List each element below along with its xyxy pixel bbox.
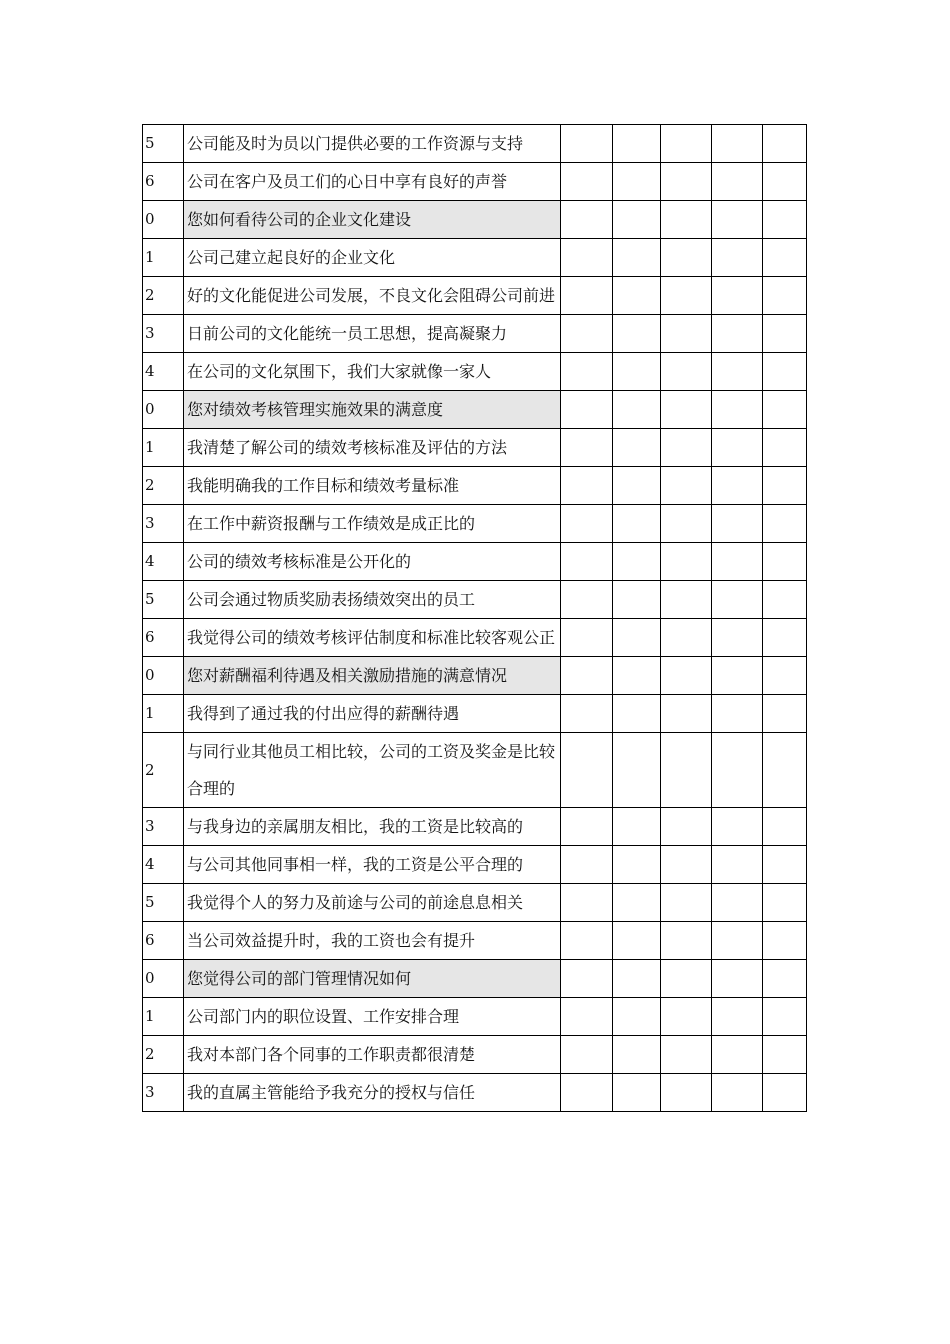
row-number: 5 xyxy=(143,884,184,922)
row-number: 2 xyxy=(143,467,184,505)
rating-cell-5[interactable] xyxy=(763,543,807,581)
rating-cell-3[interactable] xyxy=(661,467,712,505)
rating-cell-5[interactable] xyxy=(763,846,807,884)
rating-cell-3[interactable] xyxy=(661,733,712,808)
rating-cell-4[interactable] xyxy=(712,581,763,619)
rating-cell-1[interactable] xyxy=(561,163,613,201)
question-text: 公司的绩效考核标准是公开化的 xyxy=(184,543,561,581)
row-number: 3 xyxy=(143,505,184,543)
question-row xyxy=(143,1036,807,1074)
rating-cell-5[interactable] xyxy=(763,467,807,505)
rating-cell-4[interactable] xyxy=(712,733,763,808)
question-text: 我觉得公司的绩效考核评估制度和标准比较客观公正 xyxy=(184,619,561,657)
rating-cell-2[interactable] xyxy=(613,201,661,239)
question-text: 在工作中薪资报酬与工作绩效是成正比的 xyxy=(184,505,561,543)
rating-cell-4[interactable] xyxy=(712,125,763,163)
question-row xyxy=(143,277,807,315)
rating-cell-3[interactable] xyxy=(661,1036,712,1074)
rating-cell-3[interactable] xyxy=(661,1074,712,1112)
row-number: 1 xyxy=(143,695,184,733)
question-text: 与公司其他同事相一样，我的工资是公平合理的 xyxy=(184,846,561,884)
rating-cell-5[interactable] xyxy=(763,998,807,1036)
rating-cell-3[interactable] xyxy=(661,657,712,695)
rating-cell-2[interactable] xyxy=(613,163,661,201)
rating-cell-2[interactable] xyxy=(613,277,661,315)
rating-cell-3[interactable] xyxy=(661,277,712,315)
rating-cell-1[interactable] xyxy=(561,391,613,429)
rating-cell-5[interactable] xyxy=(763,239,807,277)
rating-cell-5[interactable] xyxy=(763,315,807,353)
rating-cell-3[interactable] xyxy=(661,391,712,429)
question-text: 我能明确我的工作目标和绩效考量标准 xyxy=(184,467,561,505)
rating-cell-2[interactable] xyxy=(613,505,661,543)
survey-table xyxy=(142,124,807,1112)
rating-cell-3[interactable] xyxy=(661,315,712,353)
rating-cell-5[interactable] xyxy=(763,201,807,239)
row-number: 0 xyxy=(143,201,184,239)
question-row xyxy=(143,543,807,581)
rating-cell-2[interactable] xyxy=(613,391,661,429)
rating-cell-5[interactable] xyxy=(763,733,807,808)
rating-cell-2[interactable] xyxy=(613,733,661,808)
rating-cell-2[interactable] xyxy=(613,695,661,733)
rating-cell-3[interactable] xyxy=(661,619,712,657)
rating-cell-5[interactable] xyxy=(763,619,807,657)
rating-cell-1[interactable] xyxy=(561,429,613,467)
rating-cell-1[interactable] xyxy=(561,201,613,239)
question-row xyxy=(143,315,807,353)
rating-cell-4[interactable] xyxy=(712,505,763,543)
row-number: 5 xyxy=(143,581,184,619)
rating-cell-5[interactable] xyxy=(763,505,807,543)
rating-cell-4[interactable] xyxy=(712,846,763,884)
rating-cell-4[interactable] xyxy=(712,998,763,1036)
rating-cell-1[interactable] xyxy=(561,998,613,1036)
question-text: 与我身边的亲属朋友相比，我的工资是比较高的 xyxy=(184,808,561,846)
section-title: 您对薪酬福利待遇及相关激励措施的满意情况 xyxy=(184,657,561,695)
section-header-row xyxy=(143,201,807,239)
rating-cell-4[interactable] xyxy=(712,353,763,391)
rating-cell-2[interactable] xyxy=(613,315,661,353)
rating-cell-4[interactable] xyxy=(712,239,763,277)
row-number: 1 xyxy=(143,998,184,1036)
rating-cell-4[interactable] xyxy=(712,884,763,922)
question-row xyxy=(143,429,807,467)
question-text: 日前公司的文化能统一员工思想，提高凝聚力 xyxy=(184,315,561,353)
row-number: 1 xyxy=(143,239,184,277)
question-text: 与同行业其他员工相比较，公司的工资及奖金是比较合理的 xyxy=(184,733,561,808)
rating-cell-3[interactable] xyxy=(661,581,712,619)
rating-cell-1[interactable] xyxy=(561,960,613,998)
rating-cell-2[interactable] xyxy=(613,657,661,695)
question-text: 当公司效益提升时，我的工资也会有提升 xyxy=(184,922,561,960)
rating-cell-3[interactable] xyxy=(661,163,712,201)
question-row xyxy=(143,884,807,922)
rating-cell-1[interactable] xyxy=(561,277,613,315)
rating-cell-3[interactable] xyxy=(661,429,712,467)
question-row xyxy=(143,922,807,960)
rating-cell-5[interactable] xyxy=(763,1036,807,1074)
question-row xyxy=(143,505,807,543)
row-number: 0 xyxy=(143,391,184,429)
row-number: 0 xyxy=(143,960,184,998)
rating-cell-1[interactable] xyxy=(561,884,613,922)
rating-cell-4[interactable] xyxy=(712,1074,763,1112)
question-text: 在公司的文化氛围下，我们大家就像一家人 xyxy=(184,353,561,391)
rating-cell-4[interactable] xyxy=(712,1036,763,1074)
question-text: 公司部门内的职位设置、工作安排合理 xyxy=(184,998,561,1036)
row-number: 2 xyxy=(143,1036,184,1074)
row-number: 3 xyxy=(143,808,184,846)
question-row xyxy=(143,581,807,619)
rating-cell-4[interactable] xyxy=(712,201,763,239)
rating-cell-4[interactable] xyxy=(712,163,763,201)
row-number: 4 xyxy=(143,353,184,391)
row-number: 2 xyxy=(143,277,184,315)
row-number: 6 xyxy=(143,619,184,657)
rating-cell-4[interactable] xyxy=(712,960,763,998)
rating-cell-2[interactable] xyxy=(613,998,661,1036)
row-number: 6 xyxy=(143,163,184,201)
rating-cell-2[interactable] xyxy=(613,429,661,467)
rating-cell-2[interactable] xyxy=(613,581,661,619)
question-row xyxy=(143,467,807,505)
rating-cell-2[interactable] xyxy=(613,1036,661,1074)
rating-cell-3[interactable] xyxy=(661,543,712,581)
rating-cell-3[interactable] xyxy=(661,846,712,884)
rating-cell-1[interactable] xyxy=(561,239,613,277)
rating-cell-1[interactable] xyxy=(561,695,613,733)
rating-cell-4[interactable] xyxy=(712,429,763,467)
question-text: 公司己建立起良好的企业文化 xyxy=(184,239,561,277)
rating-cell-1[interactable] xyxy=(561,733,613,808)
rating-cell-5[interactable] xyxy=(763,884,807,922)
row-number: 4 xyxy=(143,543,184,581)
rating-cell-4[interactable] xyxy=(712,619,763,657)
rating-cell-5[interactable] xyxy=(763,922,807,960)
rating-cell-4[interactable] xyxy=(712,922,763,960)
rating-cell-3[interactable] xyxy=(661,884,712,922)
rating-cell-1[interactable] xyxy=(561,846,613,884)
rating-cell-5[interactable] xyxy=(763,808,807,846)
rating-cell-3[interactable] xyxy=(661,125,712,163)
rating-cell-1[interactable] xyxy=(561,505,613,543)
rating-cell-5[interactable] xyxy=(763,353,807,391)
question-text: 我觉得个人的努力及前途与公司的前途息息相关 xyxy=(184,884,561,922)
rating-cell-4[interactable] xyxy=(712,808,763,846)
rating-cell-1[interactable] xyxy=(561,353,613,391)
rating-cell-5[interactable] xyxy=(763,657,807,695)
question-row xyxy=(143,239,807,277)
section-header-row xyxy=(143,391,807,429)
rating-cell-5[interactable] xyxy=(763,277,807,315)
question-text: 好的文化能促进公司发展，不良文化会阻碍公司前进 xyxy=(184,277,561,315)
rating-cell-5[interactable] xyxy=(763,581,807,619)
rating-cell-5[interactable] xyxy=(763,960,807,998)
rating-cell-4[interactable] xyxy=(712,695,763,733)
rating-cell-3[interactable] xyxy=(661,353,712,391)
rating-cell-1[interactable] xyxy=(561,315,613,353)
rating-cell-2[interactable] xyxy=(613,239,661,277)
rating-cell-2[interactable] xyxy=(613,884,661,922)
rating-cell-1[interactable] xyxy=(561,581,613,619)
rating-cell-5[interactable] xyxy=(763,1074,807,1112)
rating-cell-2[interactable] xyxy=(613,467,661,505)
rating-cell-4[interactable] xyxy=(712,391,763,429)
rating-cell-1[interactable] xyxy=(561,467,613,505)
rating-cell-4[interactable] xyxy=(712,657,763,695)
row-number: 3 xyxy=(143,315,184,353)
row-number: 5 xyxy=(143,125,184,163)
rating-cell-2[interactable] xyxy=(613,543,661,581)
rating-cell-1[interactable] xyxy=(561,1074,613,1112)
rating-cell-5[interactable] xyxy=(763,391,807,429)
rating-cell-3[interactable] xyxy=(661,239,712,277)
rating-cell-3[interactable] xyxy=(661,960,712,998)
rating-cell-5[interactable] xyxy=(763,429,807,467)
rating-cell-2[interactable] xyxy=(613,353,661,391)
rating-cell-4[interactable] xyxy=(712,277,763,315)
row-number: 0 xyxy=(143,657,184,695)
question-row xyxy=(143,125,807,163)
section-title: 您对绩效考核管理实施效果的满意度 xyxy=(184,391,561,429)
question-row xyxy=(143,808,807,846)
question-row xyxy=(143,695,807,733)
section-title: 您觉得公司的部门管理情况如何 xyxy=(184,960,561,998)
rating-cell-2[interactable] xyxy=(613,960,661,998)
rating-cell-1[interactable] xyxy=(561,808,613,846)
rating-cell-3[interactable] xyxy=(661,808,712,846)
rating-cell-4[interactable] xyxy=(712,315,763,353)
rating-cell-2[interactable] xyxy=(613,125,661,163)
rating-cell-3[interactable] xyxy=(661,998,712,1036)
survey-body xyxy=(143,125,807,1112)
rating-cell-3[interactable] xyxy=(661,695,712,733)
rating-cell-1[interactable] xyxy=(561,125,613,163)
rating-cell-2[interactable] xyxy=(613,619,661,657)
row-number: 6 xyxy=(143,922,184,960)
question-text: 我的直属主管能给予我充分的授权与信任 xyxy=(184,1074,561,1112)
rating-cell-3[interactable] xyxy=(661,922,712,960)
rating-cell-1[interactable] xyxy=(561,619,613,657)
question-row xyxy=(143,1074,807,1112)
rating-cell-2[interactable] xyxy=(613,1074,661,1112)
question-row xyxy=(143,163,807,201)
rating-cell-2[interactable] xyxy=(613,922,661,960)
row-number: 1 xyxy=(143,429,184,467)
question-text: 我对本部门各个同事的工作职责都很清楚 xyxy=(184,1036,561,1074)
rating-cell-2[interactable] xyxy=(613,846,661,884)
question-row xyxy=(143,733,807,808)
rating-cell-4[interactable] xyxy=(712,543,763,581)
question-row xyxy=(143,846,807,884)
rating-cell-5[interactable] xyxy=(763,695,807,733)
rating-cell-3[interactable] xyxy=(661,201,712,239)
question-text: 我清楚了解公司的绩效考核标准及评估的方法 xyxy=(184,429,561,467)
row-number: 2 xyxy=(143,733,184,808)
question-row xyxy=(143,353,807,391)
row-number: 4 xyxy=(143,846,184,884)
rating-cell-1[interactable] xyxy=(561,543,613,581)
question-text: 公司在客户及员工们的心日中享有良好的声誉 xyxy=(184,163,561,201)
question-text: 我得到了通过我的付出应得的薪酬待遇 xyxy=(184,695,561,733)
rating-cell-5[interactable] xyxy=(763,125,807,163)
rating-cell-1[interactable] xyxy=(561,1036,613,1074)
question-row xyxy=(143,619,807,657)
rating-cell-1[interactable] xyxy=(561,922,613,960)
section-title: 您如何看待公司的企业文化建设 xyxy=(184,201,561,239)
row-number: 3 xyxy=(143,1074,184,1112)
rating-cell-2[interactable] xyxy=(613,808,661,846)
section-header-row xyxy=(143,657,807,695)
question-text: 公司会通过物质奖励表扬绩效突出的员工 xyxy=(184,581,561,619)
rating-cell-1[interactable] xyxy=(561,657,613,695)
rating-cell-3[interactable] xyxy=(661,505,712,543)
question-row xyxy=(143,998,807,1036)
rating-cell-5[interactable] xyxy=(763,163,807,201)
rating-cell-4[interactable] xyxy=(712,467,763,505)
question-text: 公司能及时为员以门提供必要的工作资源与支持 xyxy=(184,125,561,163)
section-header-row xyxy=(143,960,807,998)
